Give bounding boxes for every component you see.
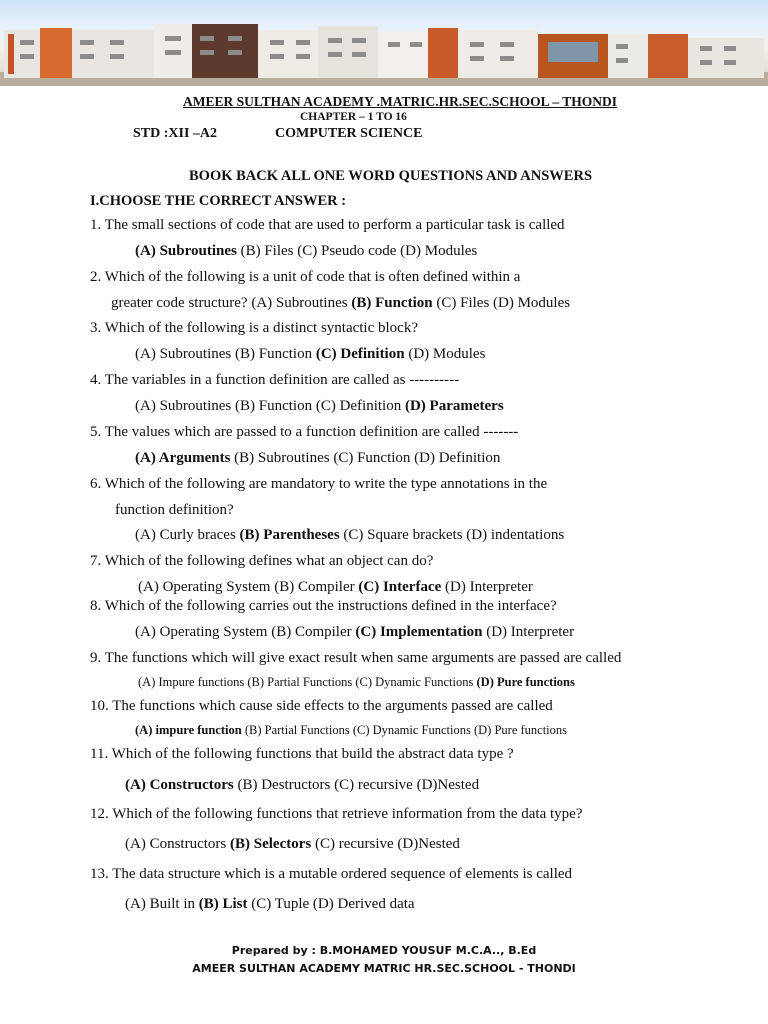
- answer-options: [125, 777, 479, 794]
- question-text: 13. The data structure which is a mutable ordered sequence of elements is called: [90, 866, 573, 882]
- option-text: (C) recursive (D)Nested: [311, 836, 460, 852]
- correct-answer: (A) Arguments: [135, 450, 231, 466]
- correct-answer: (D) Parameters: [404, 398, 504, 414]
- option-text: (A) Subroutines (B) Function: [135, 346, 316, 362]
- answer-options: [135, 450, 500, 467]
- question-text: 6. Which of the following are mandatory to write the type annotations in the: [90, 476, 548, 492]
- option-text: (C) Files (D) Modules: [432, 295, 571, 311]
- correct-answer: (B) Parentheses: [239, 527, 340, 543]
- question-text: 11. Which of the following functions that build the abstract data type ?: [90, 746, 514, 762]
- option-text: (A) Constructors: [125, 836, 230, 852]
- question-text: 4. The variables in a function definition are called as ----------: [90, 372, 460, 388]
- question-text: 5. The values which are passed to a function definition are called -------: [90, 424, 519, 440]
- answer-options: [135, 723, 567, 738]
- option-text: (B) Destructors (C) recursive (D)Nested: [233, 777, 480, 793]
- answer-options: [135, 243, 477, 260]
- correct-answer: (A) Constructors: [125, 777, 234, 793]
- answer-options: [125, 896, 415, 913]
- footer-prepared-by: Prepared by : B.MOHAMED YOUSUF M.C.A.., B.Ed: [231, 944, 537, 957]
- question-text-continued: greater code structure?: [111, 295, 248, 311]
- option-text: (C) Tuple (D) Derived data: [247, 896, 415, 912]
- correct-answer: (B) Selectors: [230, 836, 312, 852]
- option-text: (D) Modules: [404, 346, 486, 362]
- question-text: 7. Which of the following defines what an object can do?: [90, 553, 434, 569]
- document-title: BOOK BACK ALL ONE WORD QUESTIONS AND ANSWERS: [189, 168, 593, 184]
- correct-answer: (C) Interface: [358, 579, 442, 595]
- question-text: 3. Which of the following is a distinct syntactic block?: [90, 320, 418, 336]
- correct-answer: (A) Subroutines: [135, 243, 237, 259]
- answer-options: [125, 836, 460, 853]
- subject-name: COMPUTER SCIENCE: [275, 126, 423, 141]
- correct-answer: (C) Definition: [315, 346, 405, 362]
- chapter-range: CHAPTER – 1 TO 16: [300, 111, 407, 123]
- question-text: 9. The functions which will give exact result when same arguments are passed are called: [90, 650, 622, 666]
- option-text: (D) Interpreter: [441, 579, 533, 595]
- option-text: (B) Files (C) Pseudo code (D) Modules: [236, 243, 478, 259]
- correct-answer: (B) Function: [351, 295, 433, 311]
- question-text-continued: function definition?: [115, 502, 234, 518]
- answer-options: [135, 624, 574, 641]
- answer-options: [138, 675, 575, 690]
- question-text: 12. Which of the following functions that retrieve information from the data type?: [90, 806, 583, 822]
- section-heading: I.CHOOSE THE CORRECT ANSWER :: [90, 193, 347, 209]
- option-text: (A) Operating System (B) Compiler: [135, 624, 356, 640]
- question-text: 2. Which of the following is a unit of code that is often defined within a: [90, 269, 521, 285]
- answer-options: [138, 579, 533, 596]
- option-text: (A) Curly braces: [135, 527, 240, 543]
- school-name: AMEER SULTHAN ACADEMY .MATRIC.HR.SEC.SCHOOL – THONDI: [183, 94, 617, 109]
- option-text: (C) Square brackets (D) indentations: [339, 527, 565, 543]
- correct-answer: (D) Pure functions: [476, 675, 575, 689]
- correct-answer: (B) List: [198, 896, 248, 912]
- footer-school: AMEER SULTHAN ACADEMY MATRIC HR.SEC.SCHOOL - THONDI: [192, 962, 576, 975]
- option-text: (B) Subroutines (C) Function (D) Definition: [230, 450, 501, 466]
- answer-options: [135, 398, 504, 415]
- answer-options: [111, 295, 570, 312]
- correct-answer: (A) impure function: [135, 723, 242, 737]
- option-text: (D) Interpreter: [482, 624, 575, 640]
- answer-options: [135, 527, 564, 544]
- question-text: 10. The functions which cause side effects to the arguments passed are called: [90, 698, 553, 714]
- option-text: (A) Built in: [125, 896, 199, 912]
- option-text: (B) Partial Functions (C) Dynamic Functions (D) Pure functions: [241, 723, 568, 737]
- school-building-banner: [0, 0, 768, 86]
- option-text: (A) Subroutines: [247, 295, 352, 311]
- std-class: STD :XII –A2: [133, 126, 218, 141]
- option-text: (A) Impure functions (B) Partial Functions (C) Dynamic Functions: [138, 675, 477, 689]
- question-text: 8. Which of the following carries out the instructions defined in the interface?: [90, 598, 557, 614]
- question-text: 1. The small sections of code that are used to perform a particular task is called: [90, 217, 565, 233]
- option-text: (A) Subroutines (B) Function (C) Definition: [135, 398, 405, 414]
- answer-options: [135, 346, 485, 363]
- correct-answer: (C) Implementation: [355, 624, 483, 640]
- option-text: (A) Operating System (B) Compiler: [138, 579, 359, 595]
